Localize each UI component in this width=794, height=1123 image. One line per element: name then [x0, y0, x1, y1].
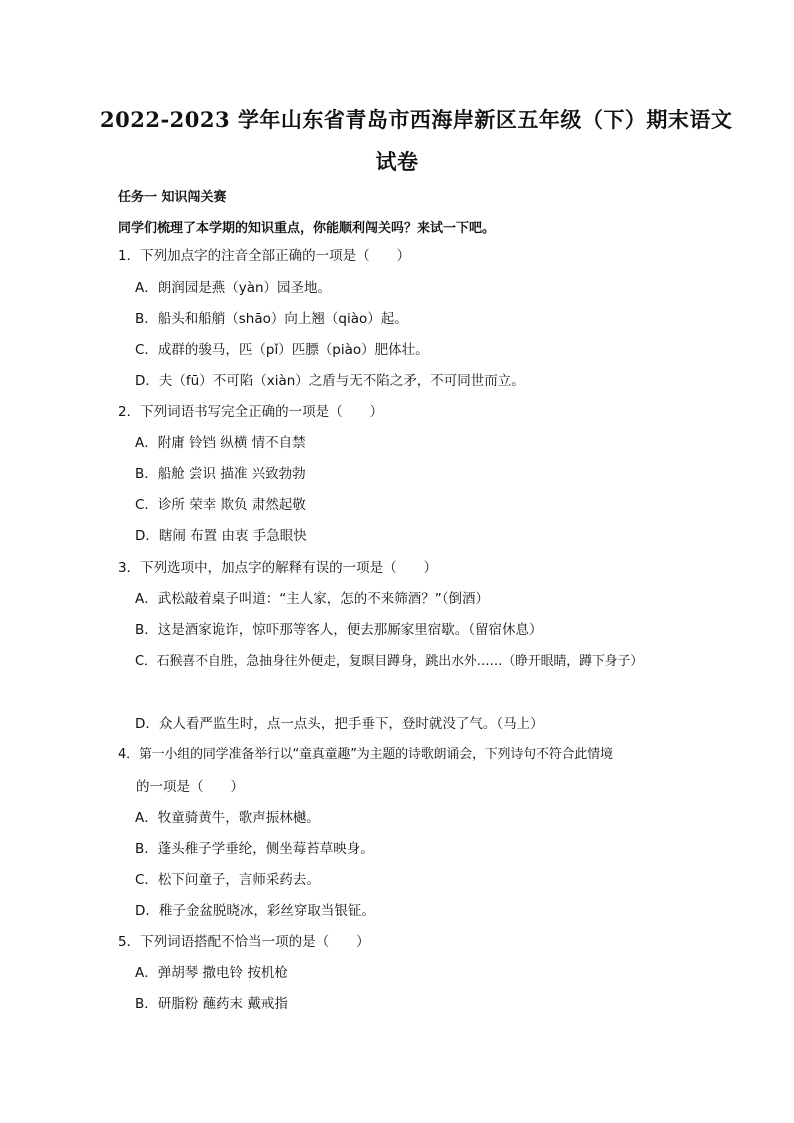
question-4-option-b: B．蓬头稚子学垂纶，侧坐莓苔草映身。: [135, 841, 374, 857]
question-3-option-c: C．石猴喜不自胜，急抽身往外便走，复瞑目蹲身，跳出水外……（睁开眼睛，蹲下身子）: [135, 654, 644, 669]
question-1-option-a: A．朗润园是燕（yàn）园圣地。: [135, 280, 332, 296]
page-title-line-2: 试卷: [375, 149, 419, 174]
question-3-option-a: A．武松敲着桌子叫道：“主人家，怎的不来筛酒？”（倒酒）: [135, 591, 489, 607]
question-2-option-c: C．诊所 荣幸 欺负 肃然起敬: [135, 497, 306, 513]
question-2-option-a: A．附庸 铃铛 纵横 情不自禁: [135, 435, 306, 451]
question-2-stem: 2．下列词语书写完全正确的一项是（ ）: [118, 404, 384, 420]
question-1-option-c: C．成群的骏马，匹（pǐ）匹膘（piào）肥体壮。: [135, 342, 429, 358]
question-4-option-a: A．牧童骑黄牛，歌声振林樾。: [135, 810, 320, 826]
question-4-stem-continued: 的一项是（ ）: [136, 779, 244, 795]
question-3-option-d: D．众人看严监生时，点一点头，把手垂下，登时就没了气。（马上）: [135, 716, 544, 732]
question-1-option-b: B．船头和船艄（shāo）向上翘（qiào）起。: [135, 311, 408, 327]
question-1-stem: 1．下列加点字的注音全部正确的一项是（ ）: [118, 248, 411, 264]
question-2-option-d: D．瞎闹 布置 由衷 手急眼快: [135, 528, 307, 544]
question-3-option-b: B．这是酒家诡诈，惊吓那等客人，便去那厮家里宿歇。（留宿休息）: [135, 622, 543, 638]
section-heading: 任务一 知识闯关赛: [118, 190, 227, 205]
question-5-option-a: A．弹胡琴 撒电铃 按机枪: [135, 965, 288, 981]
question-3-stem: 3．下列选项中，加点字的解释有误的一项是（ ）: [118, 560, 438, 576]
question-1-option-d: D．夫（fū）不可陷（xiàn）之盾与无不陷之矛，不可同世而立。: [135, 373, 525, 389]
question-4-option-c: C．松下问童子，言师采药去。: [135, 872, 320, 888]
question-5-stem: 5．下列词语搭配不恰当一项的是（ ）: [118, 934, 370, 950]
page-title-line-1: 2022-2023 学年山东省青岛市西海岸新区五年级（下）期末语文: [100, 107, 733, 132]
question-5-option-b: B．研脂粉 蘸药末 戴戒指: [135, 996, 288, 1012]
section-intro: 同学们梳理了本学期的知识重点，你能顺利闯关吗？来试一下吧。: [118, 221, 496, 236]
question-2-option-b: B．船舱 尝识 描准 兴致勃勃: [135, 466, 306, 482]
question-4-stem: 4．第一小组的同学准备举行以“童真童趣”为主题的诗歌朗诵会，下列诗句不符合此情境: [118, 747, 613, 762]
question-4-option-d: D．稚子金盆脱晓冰，彩丝穿取当银钲。: [135, 903, 375, 919]
